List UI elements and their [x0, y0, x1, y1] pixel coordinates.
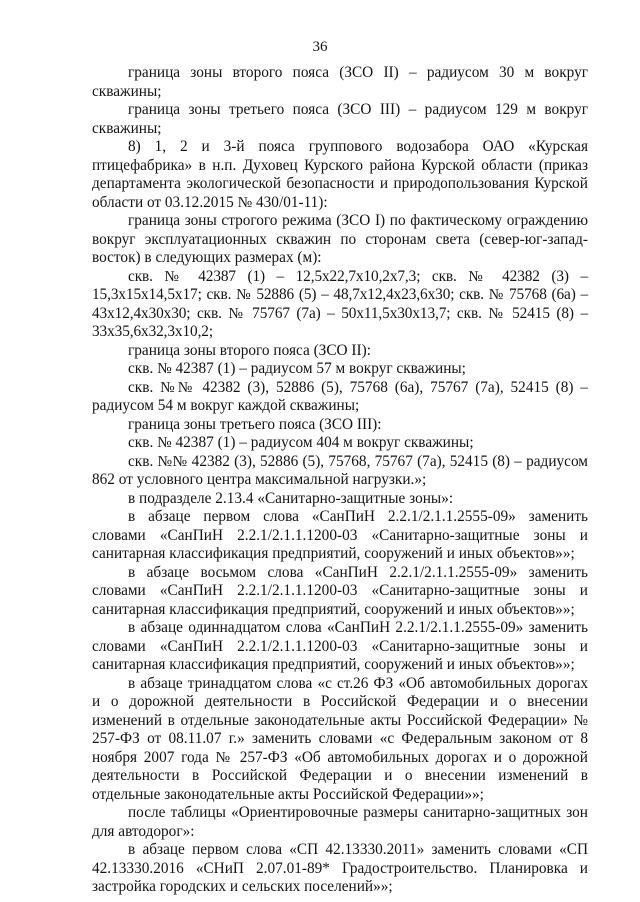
paragraph-zso3-wells-group: скв. №№ 42382 (3), 52886 (5), 75768, 75767 (7а), 52415 (8) – радиусом 862 от условного центра максимальной нагрузки.»; [92, 452, 588, 488]
paragraph-zso2-wells-group: скв. №№ 42382 (3), 52886 (5), 75768 (6а), 75767 (7а), 52415 (8) – радиусом 54 м вокруг каждой скважины; [92, 378, 588, 414]
paragraph-after-table: после таблицы «Ориентировочные размеры санитарно-защитных зон для автодорог»: [92, 804, 588, 840]
paragraph-zso1-strict-regime: граница зоны строгого режима (ЗСО I) по фактическому ограждению вокруг эксплуатационных скважин по сторонам света (север-юг-запад-восток) в следующих размерах (м): [92, 212, 588, 266]
page-number: 36 [312, 39, 328, 55]
paragraph-well-dimensions: скв. № 42387 (1) – 12,5x22,7x10,2x7,3; скв. № 42382 (3) – 15,3x15x14,5x17; скв. № 52886 (5) – 48,7x12,4x23,6x30; скв. № 75768 (6а) – 43x12,4x30x30; скв. № 75767 (7а) – 50x11,5x30x13,7; скв. № 52415 (8) – 33x35,6x32,3x10,2; [92, 267, 588, 340]
paragraph-sp-42-13330: в абзаце первом слова «СП 42.13330.2011» заменить словами «СП 42.13330.2016 «СНиП 2.07.01-89* Градостроительство. Планировка и застройка городских и сельских поселений»»; [92, 841, 588, 895]
paragraph-zso3-heading: граница зоны третьего пояса (ЗСО III): [128, 415, 382, 433]
paragraph-subsection-2-13-4: в подразделе 2.13.4 «Санитарно-защитные зоны»: [128, 489, 454, 507]
paragraph-item-8-kursk-poultry: 8) 1, 2 и 3-й пояса группового водозабора ОАО «Курская птицефабрика» в н.п. Духовец Курского района Курской области (приказ департамента экологической безопасности и природопользования Курской области от 03.12.2015 № 430/01-11): [92, 138, 588, 211]
paragraph-zso3-well-42387: скв. № 42387 (1) – радиусом 404 м вокруг скважины; [128, 434, 474, 451]
paragraph-abzac-first: в абзаце первом слова «СанПиН 2.2.1/2.1.1.2555-09» заменить словами «СанПиН 2.2.1/2.1.1.1200-03 «Санитарно-защитные зоны и санитарная классификация предприятий, сооружений и иных объектов»»; [92, 508, 588, 562]
document-body [92, 64, 588, 897]
paragraph-abzac-eleventh: в абзаце одиннадцатом слова «СанПиН 2.2.1/2.1.1.2555-09» заменить словами «СанПиН 2.2.1/2.1.1.1200-03 «Санитарно-защитные зоны и санитарная классификация предприятий, сооружений и иных объектов»»; [92, 619, 588, 673]
paragraph-abzac-eighth: в абзаце восьмом слова «СанПиН 2.2.1/2.1.1.2555-09» заменить словами «СанПиН 2.2.1/2.1.1.1200-03 «Санитарно-защитные зоны и санитарная классификация предприятий, сооружений и иных объектов»»; [92, 563, 588, 618]
paragraph-zso2-radius-30: граница зоны второго пояса (ЗСО II) – радиусом 30 м вокруг скважины; [92, 64, 588, 100]
paragraph-zso2-heading: граница зоны второго пояса (ЗСО II): [128, 341, 371, 359]
paragraph-zso3-radius-129: граница зоны третьего пояса (ЗСО III) – радиусом 129 м вокруг скважины; [92, 101, 588, 137]
paragraph-zso2-well-42387: скв. № 42387 (1) – радиусом 57 м вокруг скважины; [128, 360, 466, 377]
paragraph-abzac-thirteenth: в абзаце тринадцатом слова «с ст.26 ФЗ «Об автомобильных дорогах и о дорожной деятельности в Российской Федерации и о внесении изменений в отдельные законодательные акты Российской Федерации» № 257-ФЗ от 08.11.07 г.» заменить словами «с Федеральным законом от 8 ноября 2007 года № 257-ФЗ «Об автомобильных дорогах и о дорожной деятельности в Российской Федерации и о внесении изменений в отдельные законодательные акты Российской Федерации»»; [92, 674, 588, 803]
